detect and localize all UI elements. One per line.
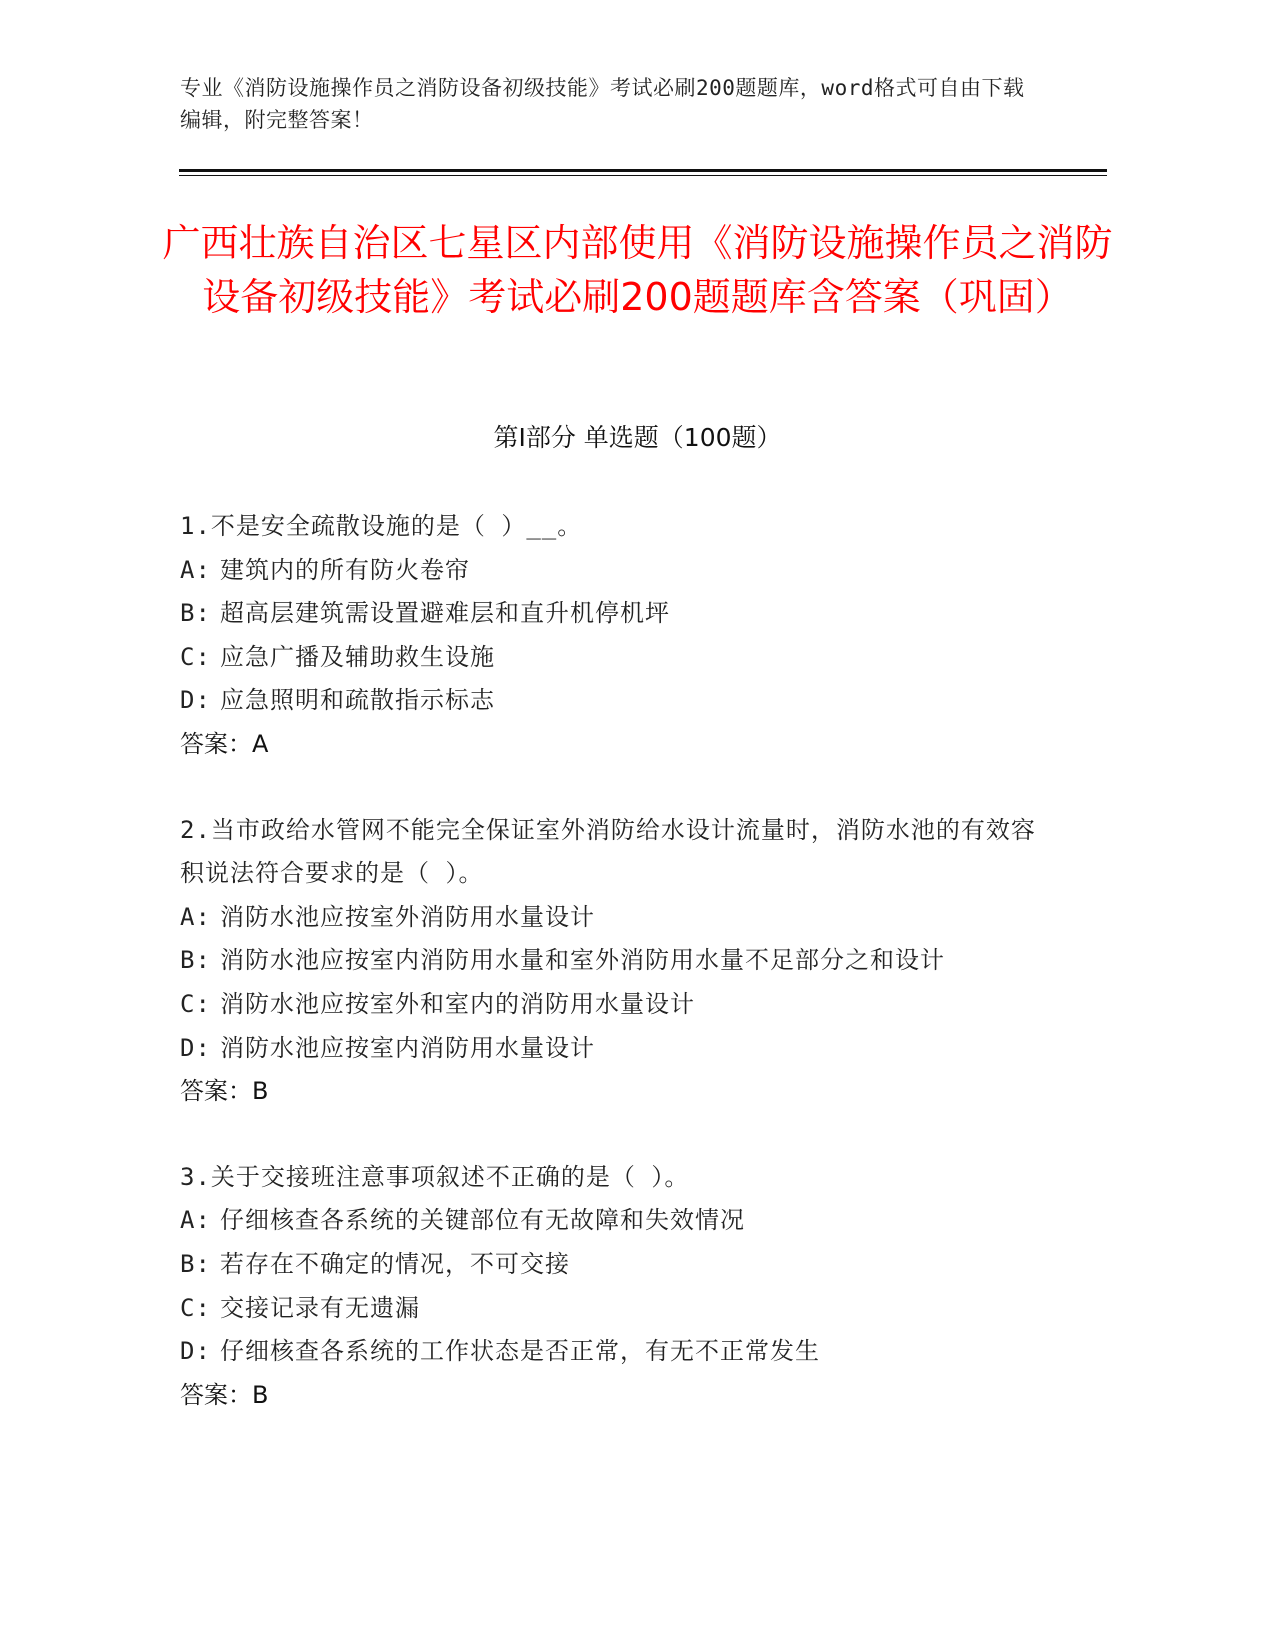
option-key: A: xyxy=(180,902,211,931)
header-note: 专业《消防设施操作员之消防设备初级技能》考试必刷200题题库，word格式可自由下载编辑，附完整答案！ xyxy=(180,76,1025,132)
section-heading: 第Ⅰ部分 单选题（100题） xyxy=(493,423,782,452)
question-stem: 2.当市政给水管网不能完全保证室外消防给水设计流量时，消防水池的有效容积说法符合要求的是（ ）。 xyxy=(180,815,1036,888)
question-3 xyxy=(180,1156,1060,1418)
option-key: B: xyxy=(180,946,211,975)
header-rule-thick xyxy=(179,169,1107,172)
option-a xyxy=(180,896,1060,940)
question-1 xyxy=(180,505,1060,767)
option-c xyxy=(180,636,1060,680)
question-stem: 1.不是安全疏散设施的是（ ）__。 xyxy=(180,512,583,540)
option-key: D: xyxy=(180,1033,211,1062)
option-key: D: xyxy=(180,1337,211,1366)
header-rule-thin xyxy=(179,175,1107,176)
option-b xyxy=(180,592,1060,636)
option-b xyxy=(180,939,1060,983)
option-key: C: xyxy=(180,989,211,1018)
option-text: 消防水池应按室内消防用水量和室外消防用水量不足部分之和设计 xyxy=(220,946,945,975)
option-text: 仔细核查各系统的工作状态是否正常，有无不正常发生 xyxy=(220,1337,820,1366)
option-key: B: xyxy=(180,599,211,628)
option-b xyxy=(180,1243,1060,1287)
option-key: B: xyxy=(180,1249,211,1278)
option-key: A: xyxy=(180,555,211,584)
question-list xyxy=(180,505,1060,1459)
option-a xyxy=(180,1199,1060,1243)
question-stem: 3.关于交接班注意事项叙述不正确的是（ ）。 xyxy=(180,1162,690,1191)
option-text: 应急广播及辅助救生设施 xyxy=(220,642,495,671)
option-key: A: xyxy=(180,1206,211,1235)
answer: 答案：A xyxy=(180,729,269,758)
option-d xyxy=(180,1027,1060,1071)
option-text: 应急照明和疏散指示标志 xyxy=(220,686,495,715)
option-key: C: xyxy=(180,642,211,671)
answer: 答案：B xyxy=(180,1077,269,1106)
option-c xyxy=(180,983,1060,1027)
option-text: 消防水池应按室外消防用水量设计 xyxy=(220,902,595,931)
option-text: 若存在不确定的情况，不可交接 xyxy=(220,1249,570,1278)
option-text: 仔细核查各系统的关键部位有无故障和失效情况 xyxy=(220,1206,745,1235)
document-title: 广西壮族自治区七星区内部使用《消防设施操作员之消防设备初级技能》考试必刷200题题库含答案（巩固） xyxy=(162,221,1113,319)
option-d xyxy=(180,679,1060,723)
option-text: 消防水池应按室外和室内的消防用水量设计 xyxy=(220,989,695,1018)
option-d xyxy=(180,1330,1060,1374)
option-key: C: xyxy=(180,1293,211,1322)
option-c xyxy=(180,1287,1060,1331)
option-a xyxy=(180,549,1060,593)
option-text: 超高层建筑需设置避难层和直升机停机坪 xyxy=(220,599,670,628)
option-key: D: xyxy=(180,686,211,715)
option-text: 交接记录有无遗漏 xyxy=(220,1293,420,1322)
option-text: 建筑内的所有防火卷帘 xyxy=(220,555,470,584)
question-2 xyxy=(180,809,1060,1114)
option-text: 消防水池应按室内消防用水量设计 xyxy=(220,1033,595,1062)
answer: 答案：B xyxy=(180,1380,269,1409)
